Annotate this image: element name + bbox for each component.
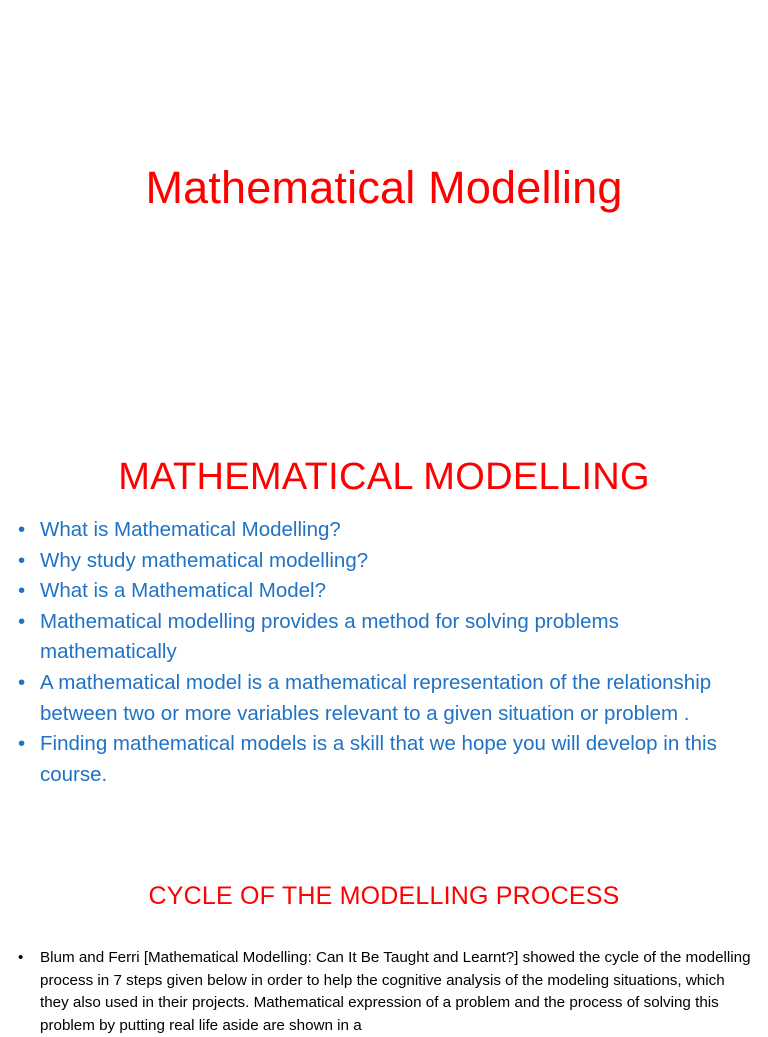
list-item bbox=[18, 515, 758, 546]
slide-intro bbox=[0, 432, 768, 848]
page-title: Mathematical Modelling bbox=[145, 162, 623, 213]
bullet-icon: • bbox=[18, 949, 24, 966]
bullet-icon: • bbox=[18, 548, 26, 572]
list-item-text: A mathematical model is a mathematical representation of the relationship between two or more variables relevant to a given situation or problem . bbox=[40, 670, 712, 725]
slide-title-page bbox=[0, 0, 768, 432]
list-item-text: What is a Mathematical Model? bbox=[40, 579, 326, 603]
list-item-text: Finding mathematical models is a skill that we hope you will develop in this course. bbox=[40, 732, 717, 786]
list-item-text: Blum and Ferri [Mathematical Modelling: Can It Be Taught and Learnt?] showed the cycle of the modelling process in 7 steps given below in order to help the cognitive analysis of the modeling situations, which they also used in their projects. Mathematical expression of a problem and the process of solving this problem by putting real life aside are shown in a bbox=[40, 949, 751, 1034]
list-item bbox=[18, 668, 758, 729]
bullet-icon: • bbox=[18, 579, 26, 603]
bullet-icon: • bbox=[18, 732, 26, 756]
list-item bbox=[18, 546, 758, 577]
list-item bbox=[18, 729, 758, 790]
bullet-icon: • bbox=[18, 670, 26, 694]
bullet-icon: • bbox=[18, 609, 26, 633]
section-title: MATHEMATICAL MODELLING bbox=[118, 456, 650, 498]
slide-cycle bbox=[0, 848, 768, 1034]
list-item-text: Mathematical modelling provides a method for solving problems mathematically bbox=[40, 609, 619, 664]
intro-bullet-list bbox=[18, 515, 758, 790]
cycle-title: CYCLE OF THE MODELLING PROCESS bbox=[148, 882, 620, 910]
list-item bbox=[18, 947, 754, 1037]
list-item-text: What is Mathematical Modelling? bbox=[40, 518, 341, 541]
list-item bbox=[18, 576, 758, 607]
cycle-bullet-list bbox=[18, 947, 754, 1037]
bullet-icon: • bbox=[18, 518, 26, 541]
list-item bbox=[18, 607, 758, 668]
list-item-text: Why study mathematical modelling? bbox=[40, 548, 369, 572]
